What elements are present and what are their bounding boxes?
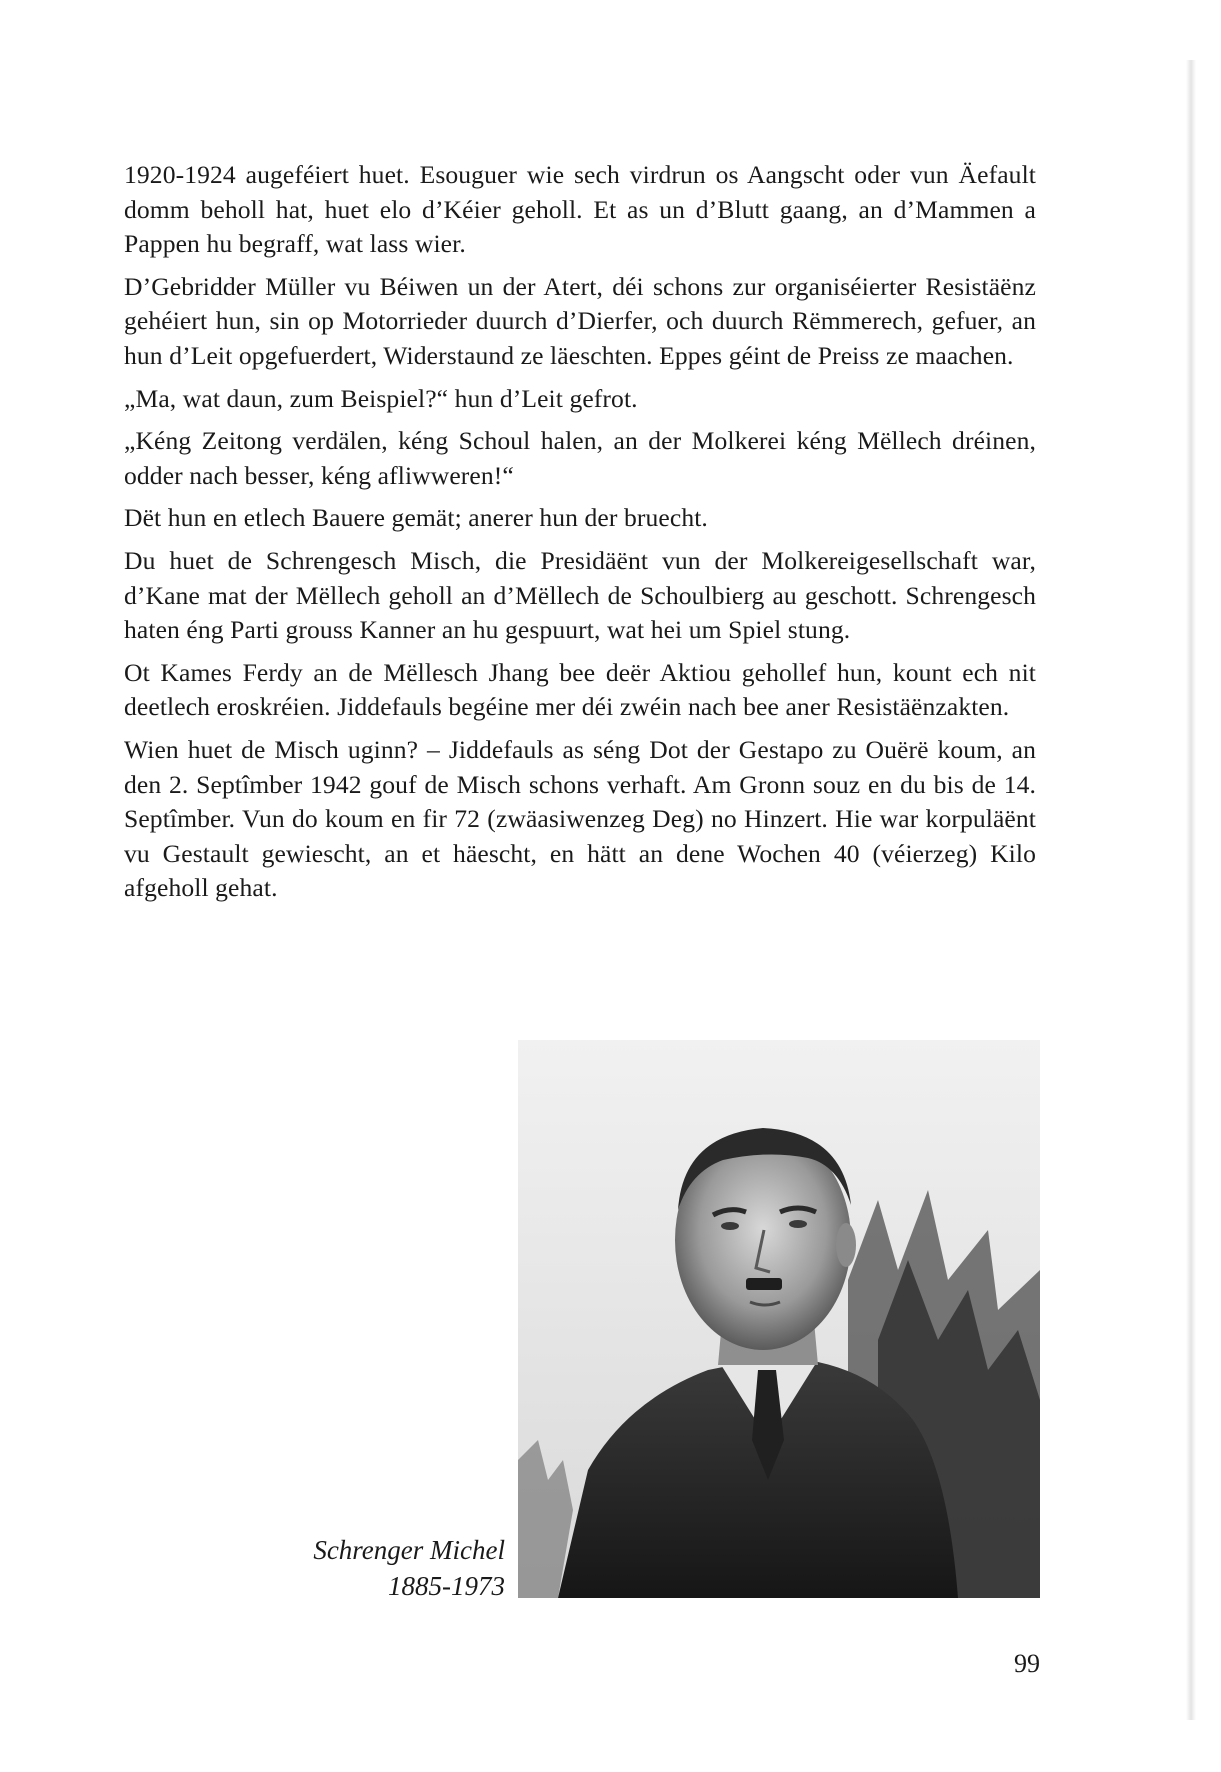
caption-years: 1885-1973 bbox=[388, 1571, 505, 1601]
paragraph: Wien huet de Misch uginn? – Jiddefauls as séng Dot der Gestapo zu Ouërë koum, an den 2. Septîmber 1942 gouf de Misch schons verhaft. Am Gronn souz en du bis de 14. Septîmber. Vun do koum en fir 72 (zwäasiwenzeg Deg) no Hinzert. Hie war korpuläënt vu Gestault gewiescht, an et häescht, en hätt an dene Wochen 40 (véierzeg) Kilo afgeholl gehat. bbox=[124, 734, 1036, 903]
photo-caption bbox=[240, 1532, 505, 1604]
paragraph: Ot Kames Ferdy an de Mëllesch Jhang bee deër Aktiou gehollef hun, kount ech nit deetlech eroskréien. Jiddefauls begéine mer déi zwéin nach bee aner Resistäënzakten. bbox=[124, 657, 1036, 722]
paragraph: Du huet de Schrengesch Misch, die Presidäënt vun der Molkereigesellschaft war, d’Kane mat der Mëllech geholl an d’Mëllech de Schoulbierg au geschott. Schrengesch haten éng Parti grouss Kanner an hu gespuurt, wat hei um Spiel stung. bbox=[124, 545, 1036, 645]
paragraph: „Ma, wat daun, zum Beispiel?“ hun d’Leit gefrot. bbox=[124, 383, 638, 413]
page-edge-shadow bbox=[1186, 60, 1196, 1720]
portrait-photo-image bbox=[518, 1040, 1040, 1598]
page-number: 99 bbox=[1014, 1649, 1040, 1678]
caption-name: Schrenger Michel bbox=[313, 1535, 505, 1565]
body-text bbox=[124, 158, 1036, 914]
portrait-photo bbox=[518, 1040, 1040, 1598]
paragraph: D’Gebridder Müller vu Béiwen un der Atert, déi schons zur organiséierter Resistäënz gehéiert hun, sin op Motorrieder duurch d’Dierfer, och duurch Rëmmerech, gefuer, an hun d’Leit opgefuerdert, Widerstaund ze läeschten. Eppes géint de Preiss ze maachen. bbox=[124, 271, 1036, 370]
paragraph: „Kéng Zeitong verdälen, kéng Schoul halen, an der Molkerei kéng Mëllech dréinen, odder nach besser, kéng afliwweren!“ bbox=[124, 426, 1036, 490]
paragraph: 1920-1924 augeféiert huet. Esouguer wie sech virdrun os Aangscht oder vun Äefault domm beholl hat, huet elo d’Kéier geholl. Et as un d’Blutt gaang, an d’Mammen a Pappen hu begraff, wat lass wier. bbox=[124, 160, 1036, 259]
paragraph: Dët hun en etlech Bauere gemät; anerer hun der bruecht. bbox=[124, 503, 708, 533]
